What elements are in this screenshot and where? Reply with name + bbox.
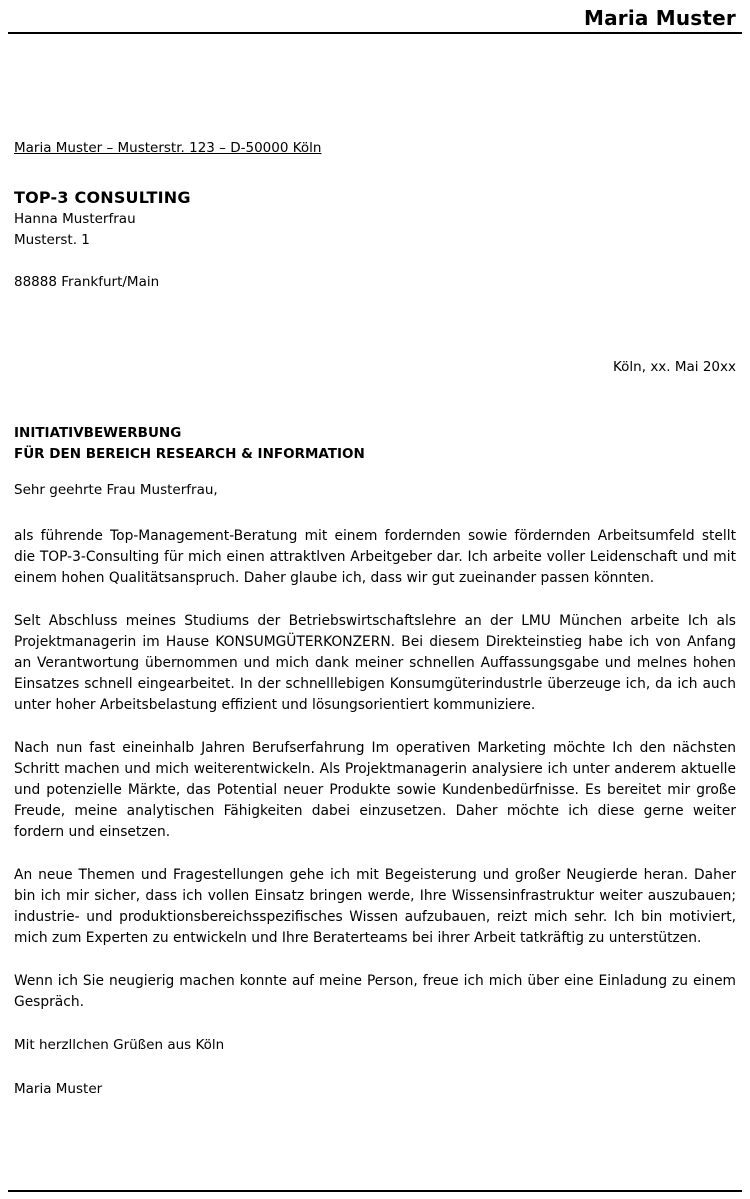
subject-block: [14, 423, 736, 465]
header-rule: [8, 32, 742, 34]
subject-line-2: FÜR DEN BEREICH RESEARCH & INFORMATION: [14, 446, 365, 462]
body-paragraph: Nach nun fast eineinhalb Jahren Berufserfahrung Im operativen Marketing möchte Ich den nächsten Schritt machen und mich weiterentwickeln. Als Projektmanagerin analysiere ich unter anderem aktuelle und potenzielle Märkte, das Potential neuer Produkte sowie Kundenbedürfnisse. Es bereitet mir große Freude, meine analytischen Fähigkeiten dabei einzusetzen. Daher möchte ich diese gerne weiter fordern und einsetzen.: [14, 740, 736, 840]
body-paragraph: Selt Abschluss meines Studiums der Betriebswirtschaftslehre an der LMU München arbeite Ich als Projektmanagerin im Hause KONSUMGÜTERKONZERN. Bei diesem Direkteinstieg habe ich von Anfang an Verantwortung übernommen und mich dank meiner schnellen Auffassungsgabe und melnes hohen Einsatzes schnell eingearbeitet. In der schnelllebigen Konsumgüterindustrle überzeuge ich, da ich auch unter hoher Arbeitsbelastung effizient und lösungsorientiert kommuniziere.: [14, 613, 736, 713]
signature-name: Maria Muster: [14, 1081, 103, 1097]
footer-rule: [8, 1190, 742, 1192]
recipient-city: 88888 Frankfurt/Main: [14, 274, 160, 290]
recipient-company: TOP-3 CONSULTING: [14, 188, 191, 207]
body-paragraph: Wenn ich Sie neugierig machen konnte auf meine Person, freue ich mich über eine Einladung zu einem Gespräch.: [14, 973, 736, 1010]
sender-line: Maria Muster – Musterstr. 123 – D-50000 Köln: [14, 140, 322, 156]
body-paragraph: als führende Top-Management-Beratung mit einem fordernden sowie fördernden Arbeitsumfeld stellt die TOP-3-Consulting für mich einen attraktlven Arbeitgeber dar. Ich arbeite voller Leidenschaft und mit einem hohen Qualitätsanspruch. Daher glaube ich, dass wir gut zueinander passen könnten.: [14, 528, 736, 586]
letter-body: [14, 526, 736, 1013]
subject-line-1: INITIATIVBEWERBUNG: [14, 425, 182, 441]
letter-header: [14, 0, 736, 34]
recipient-street: Musterst. 1: [14, 232, 90, 248]
header-name: Maria Muster: [583, 6, 736, 30]
date-line: Köln, xx. Mai 20xx: [612, 359, 736, 375]
body-paragraph: An neue Themen und Fragestellungen gehe ich mit Begeisterung und großer Neugierde heran. Daher bin ich mir sicher, dass ich vollen Einsatz bringen werde, Ihre Wissensinfrastruktur weiter auszubauen; industrie- und produktionsbereichsspezifisches Wissen aufzubauen, reizt mich sehr. Ich bin motiviert, mich zum Experten zu entwickeln und Ihre Beraterteams bei ihrer Arbeit tatkräftig zu unterstützen.: [14, 867, 736, 946]
salutation: Sehr geehrte Frau Musterfrau,: [14, 482, 218, 498]
recipient-block: [14, 187, 736, 293]
recipient-contact: Hanna Musterfrau: [14, 211, 136, 227]
closing-line: Mit herzllchen Grüßen aus Köln: [14, 1037, 225, 1053]
